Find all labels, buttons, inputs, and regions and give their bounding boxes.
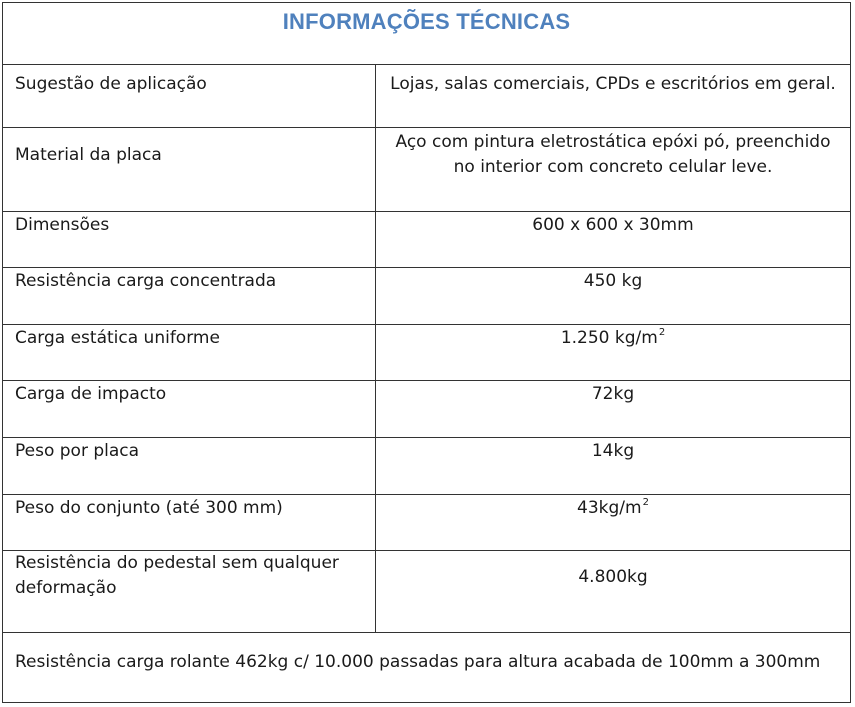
- row-value: [376, 128, 850, 213]
- row-value-line-2: no interior com concreto celular leve.: [453, 157, 773, 177]
- row-value-superscript: 2: [642, 497, 649, 508]
- table-row-pedestal-resistance: [3, 551, 850, 633]
- row-label: Carga estática uniforme: [3, 325, 376, 380]
- table-row-application: [3, 65, 850, 128]
- row-label: [3, 551, 376, 632]
- technical-info-table: [2, 2, 851, 703]
- row-label: Sugestão de aplicação: [3, 65, 376, 127]
- footer-row: [3, 633, 850, 702]
- row-value: 14kg: [591, 441, 635, 461]
- row-value-text: 1.250 kg/m: [560, 328, 658, 348]
- row-label: Carga de impacto: [3, 381, 376, 437]
- table-row-impact-load: [3, 381, 850, 438]
- row-value: 72kg: [591, 384, 635, 404]
- footer-text: Resistência carga rolante 462kg c/ 10.000 passadas para altura acabada de 100mm a 300mm: [15, 652, 821, 672]
- table-row-set-weight: [3, 495, 850, 551]
- row-label: Resistência carga concentrada: [3, 268, 376, 324]
- table-row-dimensions: [3, 212, 850, 268]
- row-label-line-2: deformação: [15, 578, 117, 598]
- row-label: Peso do conjunto (até 300 mm): [3, 495, 376, 550]
- row-value-superscript: 2: [658, 327, 666, 338]
- title-row: [3, 3, 850, 65]
- table-row-uniform-load: [3, 325, 850, 381]
- row-value: 4.800kg: [578, 567, 648, 587]
- row-value: Lojas, salas comerciais, CPDs e escritórios em geral.: [390, 74, 836, 94]
- row-label: Material da placa: [3, 128, 376, 211]
- table-title: INFORMAÇÕES TÉCNICAS: [282, 9, 571, 34]
- row-value: 600 x 600 x 30mm: [532, 215, 694, 235]
- table-row-material: [3, 128, 850, 212]
- row-value-line-1: Aço com pintura eletrostática epóxi pó, preenchido: [395, 132, 831, 152]
- table-row-concentrated-load: [3, 268, 850, 325]
- row-label: Dimensões: [3, 212, 376, 267]
- row-value-text: 43kg/m: [577, 498, 642, 518]
- row-label-line-1: Resistência do pedestal sem qualquer: [15, 553, 339, 573]
- row-value: 450 kg: [583, 271, 643, 291]
- table-row-plate-weight: [3, 438, 850, 495]
- row-value: [376, 325, 850, 381]
- row-value: [376, 495, 850, 551]
- row-label: Peso por placa: [3, 438, 376, 494]
